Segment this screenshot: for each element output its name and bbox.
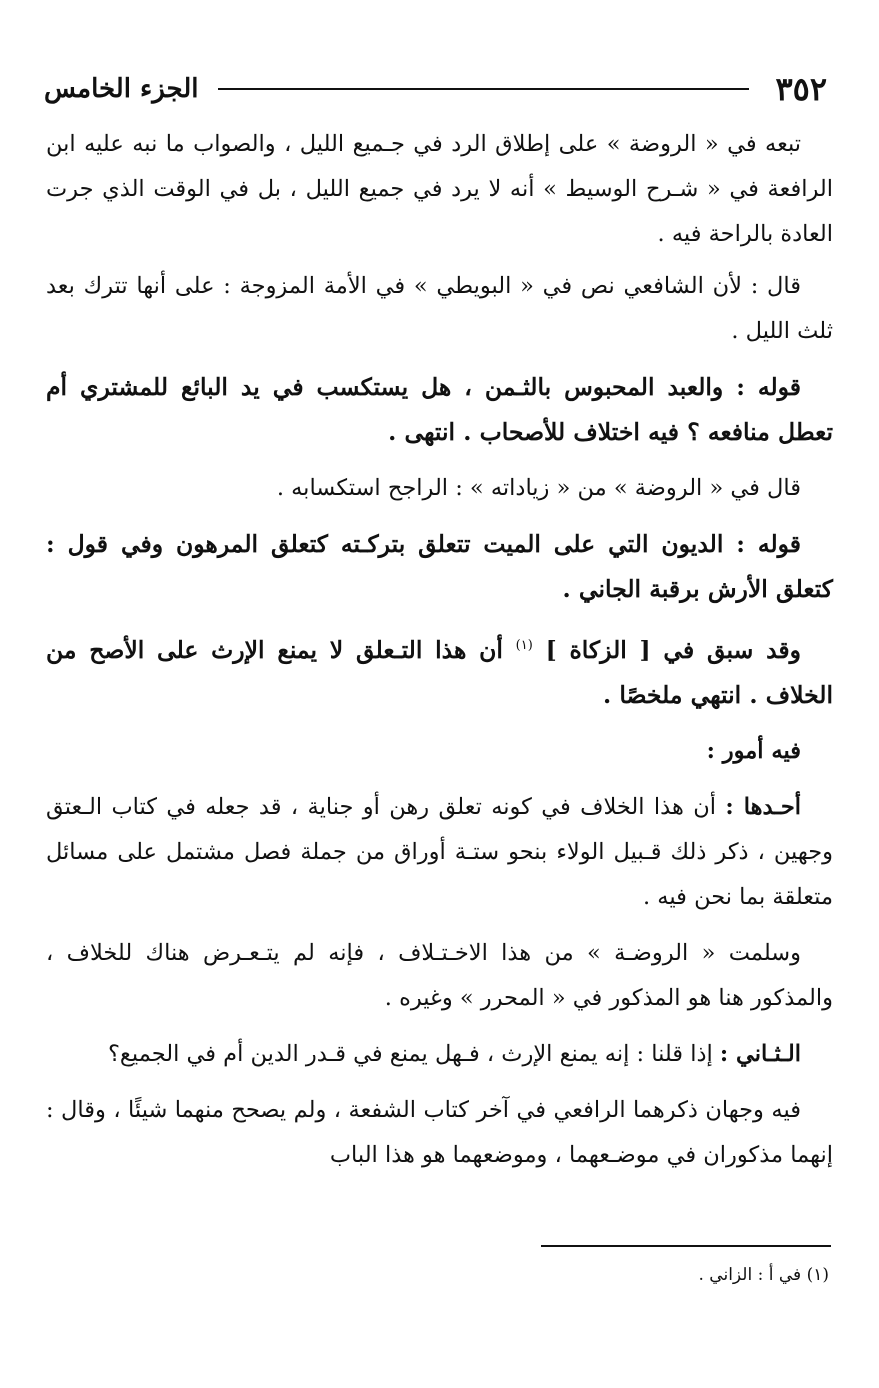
paragraph: قال في « الروضة » من « زياداته » : الراجح استكسابه .: [276, 475, 801, 501]
header-divider: [218, 88, 749, 90]
paragraph: قال : لأن الشافعي نص في « البويطي » في الأمة المزوجة : على أنها تترك بعد ثلث الليل .: [46, 273, 833, 344]
text-segment: أن هذا التـعلق لا يمنع الإرث على الأصح من الخلاف . انتهي ملخصًا .: [46, 635, 833, 709]
point-label: أحـدها :: [725, 793, 802, 820]
quoted-paragraph: قوله : والعبد المحبوس بالثـمن ، هل يستكسب في يد البائع للمشتري أم تعطل منافعه ؟ فيه اختلاف للأصحاب . انتهى .: [46, 373, 833, 446]
text-segment: أن هذا الخلاف في كونه تعلق رهن أو جناية ، قد جعله في كتاب الـعتق وجهين ، ذكر ذلك قـبيل الولاء بنحو ستـة أوراق من جملة فصل مشتمل على مسائل متعلقة بما نحن فيه .: [46, 793, 833, 910]
quoted-paragraph: [46, 623, 833, 718]
paragraph: [46, 1032, 833, 1077]
page-number: ٣٥٢: [775, 70, 827, 108]
heading-text: فيه أمور :: [706, 737, 801, 764]
text-segment: إذا قلنا : إنه يمنع الإرث ، فـهل يمنع في قـدر الدين أم في الجميع؟: [107, 1040, 713, 1067]
page-body: [46, 122, 833, 1189]
point-label: الـثـاني :: [719, 1040, 801, 1067]
text-segment: وقد سبق في [ الزكاة ]: [545, 635, 802, 664]
quoted-paragraph: قوله : الديون التي على الميت تتعلق بتركـته كتعلق المرهون وفي قول : كتعلق الأرش برقبة الجاني .: [46, 530, 833, 603]
paragraph: فيه وجهان ذكرهما الرافعي في آخر كتاب الشفعة ، ولم يصحح منهما شيئًا ، وقال : إنهما مذكوران في موضـعهما ، وموضعهما هو هذا الباب: [46, 1096, 833, 1168]
running-title: الجزء الخامس: [44, 74, 199, 104]
section-heading: [46, 729, 833, 774]
paragraph: [46, 785, 833, 920]
footnote: (١) في أ : الزاني .: [698, 1265, 829, 1285]
page-header: [44, 66, 827, 112]
footnote-reference: (١): [515, 638, 533, 653]
paragraph: تبعه في « الروضة » على إطلاق الرد في جـميع الليل ، والصواب ما نبه عليه ابن الرافعة في « شـرح الوسيط » أنه لا يرد في جميع الليل ، بل في الوقت الذي جرت العادة بالراحة فيه .: [46, 131, 833, 247]
paragraph: وسلمت « الروضـة » من هذا الاخـتـلاف ، فإنه لم يتـعـرض هناك للخلاف ، والمذكور هنا هو المذكور في « المحرر » وغيره .: [46, 939, 833, 1011]
footnote-divider: [541, 1245, 831, 1247]
